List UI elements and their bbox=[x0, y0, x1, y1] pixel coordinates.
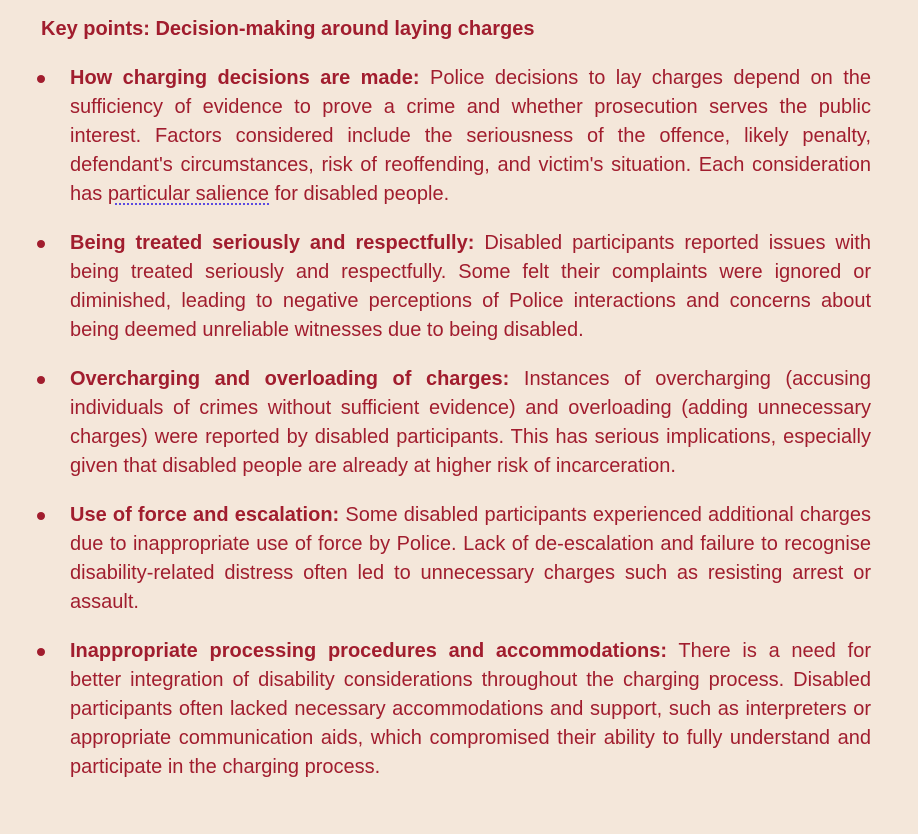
key-point-heading: How charging decisions are made: bbox=[70, 67, 420, 89]
key-points-list bbox=[0, 64, 918, 802]
bullet-icon bbox=[37, 376, 45, 384]
spellcheck-flagged-phrase[interactable]: particular salience bbox=[107, 183, 270, 205]
key-point-item bbox=[0, 637, 871, 782]
key-point-text: Instances of overcharging (accusing individuals of crimes without sufficient evidence) and overloading (adding unnecessary charges) were reported by disabled participants. This has serious implications, especially given that disabled people are already at higher risk of incarceration. bbox=[70, 368, 871, 477]
key-point-heading: Overcharging and overloading of charges: bbox=[70, 368, 510, 390]
key-point-text: Some disabled participants experienced additional charges due to inappropriate use of force by Police. Lack of de-escalation and failure to recognise disability-related distress often led to unnecessary charges such as resisting arrest or assault. bbox=[70, 504, 871, 613]
key-point-heading: Inappropriate processing procedures and accommodations: bbox=[70, 640, 668, 662]
key-point-item bbox=[0, 229, 871, 345]
key-point-text: There is a need for better integration of disability considerations throughout the charging process. Disabled participants often lacked necessary accommodations and support, such as interpreters or appropriate communication aids, which compromised their ability to fully understand and participate in the charging process. bbox=[70, 640, 871, 778]
key-point-item bbox=[0, 64, 871, 209]
key-point-text: Disabled participants reported issues with being treated seriously and respectfully. Some felt their complaints were ignored or diminished, leading to negative perceptions of Police interactions and concerns about being deemed unreliable witnesses due to being disabled. bbox=[70, 232, 871, 341]
bullet-icon bbox=[37, 648, 45, 656]
key-point-heading: Being treated seriously and respectfully: bbox=[70, 232, 475, 254]
key-point-text: Police decisions to lay charges depend on the sufficiency of evidence to prove a crime and whether prosecution serves the public interest. Factors considered include the seriousness of the offence, likely penalty, defendant's circumstances, risk of reoffending, and victim's situation. Each consideration has bbox=[70, 67, 871, 205]
key-point-text: for disabled people. bbox=[269, 183, 450, 205]
bullet-icon bbox=[37, 240, 45, 248]
key-point-item bbox=[0, 501, 871, 617]
key-point-item bbox=[0, 365, 871, 481]
bullet-icon bbox=[37, 75, 45, 83]
key-point-heading: Use of force and escalation: bbox=[70, 504, 340, 526]
bullet-icon bbox=[37, 512, 45, 520]
key-points-title: Key points: Decision-making around laying charges bbox=[41, 18, 535, 40]
